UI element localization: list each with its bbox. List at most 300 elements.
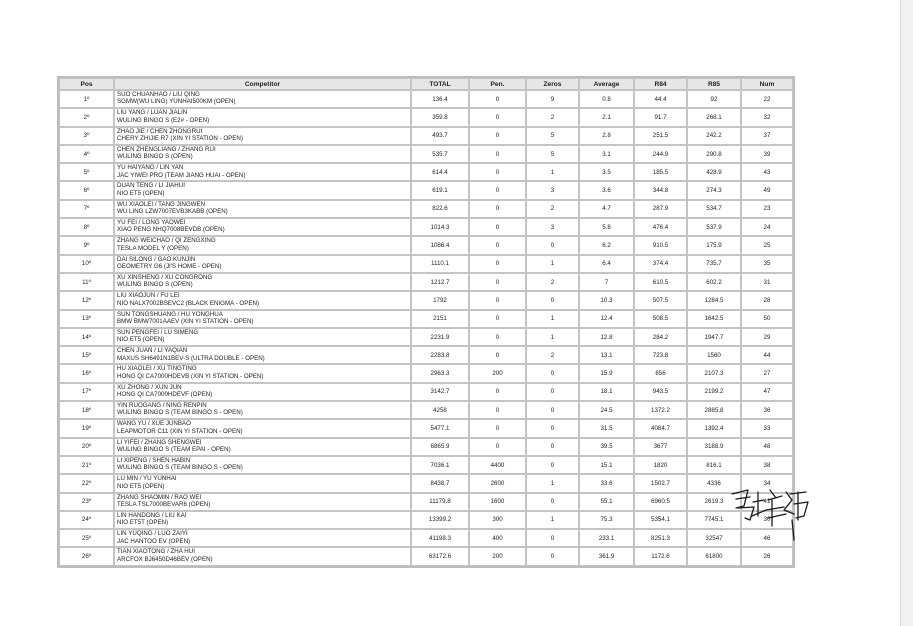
cell-pos: 19º	[59, 419, 114, 437]
cell-r84: 6960.5	[634, 493, 687, 511]
cell-zeros: 0	[526, 401, 579, 419]
competitor-car: WULING BINGO S (TEAM BINGO S - OPEN)	[117, 464, 243, 472]
cell-num: 41	[741, 493, 793, 511]
cell-pos: 16º	[59, 364, 114, 382]
cell-r84: 1820	[634, 456, 687, 474]
cell-r84: 374.4	[634, 255, 687, 273]
cell-num: 48	[741, 438, 793, 456]
cell-total: 8438.7	[411, 474, 469, 492]
cell-zeros: 1	[526, 511, 579, 529]
table-row	[59, 108, 793, 126]
table-row	[59, 310, 793, 328]
table-row	[59, 218, 793, 236]
table-row	[59, 273, 793, 291]
table-row	[59, 456, 793, 474]
competitor-names: LIU XIAOJUN / FU LEI	[117, 292, 180, 300]
cell-average: 361.9	[579, 547, 634, 565]
cell-average: 12.8	[579, 328, 634, 346]
cell-r84: 287.9	[634, 200, 687, 218]
cell-r85: 602.2	[687, 273, 741, 291]
competitor-car: JAC YIWEI PRO (TEAM JIANG HUAI - OPEN)	[117, 171, 246, 179]
competitor-car: GEOMETRY G6 (JI'S HOME - OPEN)	[117, 263, 222, 271]
competitor-names: HU XIAOLEI / XU TINGTING	[117, 365, 197, 373]
header-r84: R84	[634, 78, 687, 90]
cell-pen: 4400	[469, 456, 526, 474]
competitor-car: WULING BINGO S (E2# - OPEN)	[117, 116, 210, 124]
cell-total: 822.6	[411, 200, 469, 218]
cell-pos: 5º	[59, 163, 114, 181]
cell-competitor	[114, 291, 411, 309]
cell-average: 6.2	[579, 236, 634, 254]
cell-r84: 1502.7	[634, 474, 687, 492]
cell-r85: 1284.5	[687, 291, 741, 309]
cell-pen: 0	[469, 273, 526, 291]
cell-pos: 22º	[59, 474, 114, 492]
table-row	[59, 145, 793, 163]
cell-num: 33	[741, 419, 793, 437]
competitor-car: MAXUS SH6491N1BEV-S (ULTRA DOUBLE - OPEN)	[117, 354, 265, 362]
cell-average: 15.9	[579, 364, 634, 382]
cell-r85: 242.2	[687, 127, 741, 145]
cell-r84: 244.9	[634, 145, 687, 163]
cell-r85: 2199.2	[687, 383, 741, 401]
cell-average: 12.4	[579, 310, 634, 328]
cell-r84: 723.8	[634, 346, 687, 364]
cell-zeros: 2	[526, 108, 579, 126]
competitor-names: WANG YU / XUE JUNBAO	[117, 420, 191, 428]
cell-pen: 200	[469, 364, 526, 382]
competitor-names: WU XIAOLEI / TANG JINGWEN	[117, 200, 206, 208]
competitor-names: LIN HANDONG / LIU KAI	[117, 511, 187, 519]
cell-competitor	[114, 181, 411, 199]
results-body	[59, 90, 793, 566]
cell-num: 39	[741, 145, 793, 163]
cell-zeros: 0	[526, 493, 579, 511]
competitor-car: ARCFOX BJ6450D46BEV (OPEN)	[117, 555, 213, 563]
competitor-names: ZHAO JIE / CHEN ZHONGRUI	[117, 127, 203, 135]
cell-num: 47	[741, 383, 793, 401]
cell-r85: 4336	[687, 474, 741, 492]
cell-zeros: 1	[526, 328, 579, 346]
header-competitor: Competitor	[114, 78, 411, 90]
cell-total: 136.4	[411, 90, 469, 108]
cell-total: 4258	[411, 401, 469, 419]
cell-zeros: 1	[526, 255, 579, 273]
cell-average: 55.1	[579, 493, 634, 511]
cell-average: 4.7	[579, 200, 634, 218]
cell-r85: 274.3	[687, 181, 741, 199]
cell-pos: 24º	[59, 511, 114, 529]
cell-r84: 251.5	[634, 127, 687, 145]
cell-pen: 0	[469, 419, 526, 437]
cell-pen: 0	[469, 346, 526, 364]
cell-r85: 32547	[687, 529, 741, 547]
competitor-names: LI XIPENG / SHEN HABIN	[117, 456, 191, 464]
cell-pen: 0	[469, 401, 526, 419]
cell-zeros: 5	[526, 127, 579, 145]
table-row	[59, 438, 793, 456]
cell-pos: 14º	[59, 328, 114, 346]
cell-pen: 0	[469, 181, 526, 199]
cell-r84: 943.5	[634, 383, 687, 401]
cell-average: 0.8	[579, 90, 634, 108]
cell-pen: 0	[469, 255, 526, 273]
cell-competitor	[114, 328, 411, 346]
cell-num: 49	[741, 181, 793, 199]
competitor-names: XU XINSHENG / XU CONGRONG	[117, 273, 213, 281]
competitor-names: TIAN XIAOTONG / ZHA HUI	[117, 548, 195, 556]
cell-competitor	[114, 511, 411, 529]
competitor-names: LIU YANG / LUAN JIALIN	[117, 109, 188, 117]
cell-r84: 1172.6	[634, 547, 687, 565]
cell-pos: 20º	[59, 438, 114, 456]
table-row	[59, 346, 793, 364]
cell-average: 13.1	[579, 346, 634, 364]
cell-zeros: 0	[526, 364, 579, 382]
cell-r85: 61800	[687, 547, 741, 565]
cell-pos: 18º	[59, 401, 114, 419]
cell-pen: 1600	[469, 493, 526, 511]
cell-pen: 300	[469, 511, 526, 529]
cell-r84: 1372.2	[634, 401, 687, 419]
cell-total: 3142.7	[411, 383, 469, 401]
competitor-names: CHEN ZHENGLIANG / ZHANG RUI	[117, 145, 216, 153]
cell-num: 30	[741, 511, 793, 529]
cell-average: 233.1	[579, 529, 634, 547]
competitor-car: JAC HANTOO EV (OPEN)	[117, 537, 191, 545]
cell-r85: 1560	[687, 346, 741, 364]
cell-pos: 15º	[59, 346, 114, 364]
competitor-names: LI YIFEI / ZHANG SHENGWEI	[117, 438, 202, 446]
table-row	[59, 529, 793, 547]
cell-competitor	[114, 547, 411, 565]
cell-zeros: 1	[526, 163, 579, 181]
cell-num: 28	[741, 291, 793, 309]
cell-r85: 7745.1	[687, 511, 741, 529]
cell-r84: 284.2	[634, 328, 687, 346]
competitor-car: BMW BMW7001AAEV (XIN YI STATION - OPEN)	[117, 317, 254, 325]
cell-average: 5.8	[579, 218, 634, 236]
cell-r85: 1947.7	[687, 328, 741, 346]
cell-total: 63172.6	[411, 547, 469, 565]
cell-average: 6.4	[579, 255, 634, 273]
competitor-names: YIN RUOGANG / NING RENPIN	[117, 402, 207, 410]
cell-total: 2151	[411, 310, 469, 328]
cell-pos: 6º	[59, 181, 114, 199]
cell-total: 7036.1	[411, 456, 469, 474]
cell-r84: 476.4	[634, 218, 687, 236]
competitor-names: XU ZHONG / XUN JUN	[117, 383, 182, 391]
cell-r84: 8251.3	[634, 529, 687, 547]
table-row	[59, 163, 793, 181]
cell-competitor	[114, 419, 411, 437]
cell-competitor	[114, 273, 411, 291]
competitor-car: HONG QI CA7000HDEVB (XIN YI STATION - OPEN)	[117, 372, 264, 380]
competitor-names: ZHANG WEICHAO / QI ZENGXING	[117, 237, 216, 245]
cell-total: 11179.8	[411, 493, 469, 511]
cell-pen: 0	[469, 90, 526, 108]
cell-total: 1014.3	[411, 218, 469, 236]
cell-competitor	[114, 145, 411, 163]
cell-total: 13399.2	[411, 511, 469, 529]
header-row	[59, 78, 793, 90]
competitor-car: NIO NALX7002BSEVC2 (BLACK ENIGMA - OPEN)	[117, 299, 260, 307]
cell-zeros: 3	[526, 181, 579, 199]
cell-num: 29	[741, 328, 793, 346]
cell-pos: 2º	[59, 108, 114, 126]
cell-average: 33.6	[579, 474, 634, 492]
cell-zeros: 0	[526, 236, 579, 254]
cell-pos: 7º	[59, 200, 114, 218]
competitor-names: SUN PENGFEI / LU SIMENG	[117, 328, 199, 336]
cell-pos: 13º	[59, 310, 114, 328]
cell-total: 2963.3	[411, 364, 469, 382]
cell-zeros: 0	[526, 438, 579, 456]
cell-zeros: 1	[526, 310, 579, 328]
header-zeros: Zeros	[526, 78, 579, 90]
competitor-car: NIO ET5 (OPEN)	[117, 189, 165, 197]
cell-pos: 11º	[59, 273, 114, 291]
cell-r84: 185.5	[634, 163, 687, 181]
cell-r85: 2885.8	[687, 401, 741, 419]
cell-competitor	[114, 90, 411, 108]
cell-pos: 9º	[59, 236, 114, 254]
cell-num: 44	[741, 346, 793, 364]
table-row	[59, 127, 793, 145]
cell-pos: 25º	[59, 529, 114, 547]
competitor-names: CHEN JUAN / LI YAQIAN	[117, 347, 188, 355]
cell-zeros: 0	[526, 547, 579, 565]
cell-competitor	[114, 236, 411, 254]
cell-competitor	[114, 108, 411, 126]
competitor-car: NIO ET5 (OPEN)	[117, 482, 165, 490]
cell-num: 35	[741, 255, 793, 273]
cell-num: 27	[741, 364, 793, 382]
cell-total: 1212.7	[411, 273, 469, 291]
cell-pen: 0	[469, 108, 526, 126]
cell-num: 34	[741, 474, 793, 492]
table-row	[59, 511, 793, 529]
competitor-names: DAI SILONG / GAO KUNJIN	[117, 255, 196, 263]
cell-num: 43	[741, 163, 793, 181]
cell-total: 493.7	[411, 127, 469, 145]
cell-average: 2.1	[579, 108, 634, 126]
results-table	[57, 76, 795, 568]
cell-average: 31.5	[579, 419, 634, 437]
cell-r84: 656	[634, 364, 687, 382]
cell-pos: 21º	[59, 456, 114, 474]
cell-total: 619.1	[411, 181, 469, 199]
competitor-car: HONG QI CA7000HDEVF (OPEN)	[117, 391, 213, 399]
cell-competitor	[114, 255, 411, 273]
cell-r85: 2619.3	[687, 493, 741, 511]
competitor-names: LIN YUQING / LUO ZAIYI	[117, 530, 188, 538]
table-row	[59, 493, 793, 511]
competitor-car: LEAPMOTOR C11 (XIN YI STATION - OPEN)	[117, 427, 243, 435]
header-num: Num	[741, 78, 793, 90]
cell-zeros: 2	[526, 200, 579, 218]
cell-num: 25	[741, 236, 793, 254]
table-row	[59, 181, 793, 199]
cell-competitor	[114, 346, 411, 364]
cell-pen: 0	[469, 236, 526, 254]
cell-pen: 0	[469, 291, 526, 309]
cell-pen: 0	[469, 218, 526, 236]
cell-competitor	[114, 438, 411, 456]
table-row	[59, 200, 793, 218]
cell-r85: 2107.3	[687, 364, 741, 382]
competitor-car: WU LING LZW7007EVB3KABB (OPEN)	[117, 208, 228, 216]
cell-r84: 910.5	[634, 236, 687, 254]
cell-pen: 0	[469, 145, 526, 163]
cell-zeros: 2	[526, 346, 579, 364]
competitor-names: YU HAIYANG / LIN YAN	[117, 164, 184, 172]
cell-pos: 17º	[59, 383, 114, 401]
competitor-names: SUO CHUANHAO / LIU QING	[117, 91, 200, 98]
cell-competitor	[114, 401, 411, 419]
competitor-names: SUN TONGSHUANG / HU YONGHUA	[117, 310, 223, 318]
competitor-names: LU MIN / YU YUNHAI	[117, 475, 177, 483]
cell-average: 7	[579, 273, 634, 291]
cell-num: 38	[741, 456, 793, 474]
cell-competitor	[114, 493, 411, 511]
cell-pen: 400	[469, 529, 526, 547]
cell-pos: 3º	[59, 127, 114, 145]
cell-zeros: 0	[526, 291, 579, 309]
cell-pos: 4º	[59, 145, 114, 163]
cell-average: 2.8	[579, 127, 634, 145]
competitor-car: TESLA MODEL Y (OPEN)	[117, 244, 189, 252]
cell-average: 39.5	[579, 438, 634, 456]
cell-zeros: 2	[526, 273, 579, 291]
cell-total: 614.4	[411, 163, 469, 181]
competitor-names: DUAN TENG / LI JIAHUI	[117, 182, 185, 190]
table-row	[59, 547, 793, 565]
cell-r84: 508.5	[634, 310, 687, 328]
table-row	[59, 419, 793, 437]
cell-num: 32	[741, 108, 793, 126]
cell-pos: 1º	[59, 90, 114, 108]
competitor-car: TESLA TSL7000BEVAR6 (OPEN)	[117, 500, 211, 508]
cell-pen: 2600	[469, 474, 526, 492]
table-row	[59, 90, 793, 108]
cell-pen: 0	[469, 163, 526, 181]
cell-r85: 290.8	[687, 145, 741, 163]
table-row	[59, 255, 793, 273]
competitor-names: YU FEI / LONG YAOWEI	[117, 219, 186, 227]
cell-num: 37	[741, 127, 793, 145]
cell-total: 359.8	[411, 108, 469, 126]
cell-num: 31	[741, 273, 793, 291]
cell-total: 5477.1	[411, 419, 469, 437]
cell-total: 2283.8	[411, 346, 469, 364]
header-average: Average	[579, 78, 634, 90]
cell-average: 3.5	[579, 163, 634, 181]
competitor-car: CHERY ZHIJIE R7 (XIN YI STATION - OPEN)	[117, 135, 243, 142]
competitor-car: NIO ET5 (OPEN)	[117, 336, 165, 344]
cell-r84: 44.4	[634, 90, 687, 108]
competitor-car: WULING BINGO S (OPEN)	[117, 281, 193, 289]
cell-r84: 344.8	[634, 181, 687, 199]
cell-competitor	[114, 218, 411, 236]
cell-competitor	[114, 383, 411, 401]
competitor-car: SGMW(WU LING) YUNHAI500KM (OPEN)	[117, 98, 236, 106]
cell-r84: 4084.7	[634, 419, 687, 437]
cell-zeros: 9	[526, 90, 579, 108]
cell-r85: 735.7	[687, 255, 741, 273]
cell-r85: 268.1	[687, 108, 741, 126]
cell-total: 6865.9	[411, 438, 469, 456]
table-row	[59, 364, 793, 382]
cell-r85: 1642.5	[687, 310, 741, 328]
cell-r85: 534.7	[687, 200, 741, 218]
header-total: TOTAL	[411, 78, 469, 90]
cell-total: 1792	[411, 291, 469, 309]
cell-r85: 3188.9	[687, 438, 741, 456]
cell-num: 24	[741, 218, 793, 236]
cell-r85: 175.9	[687, 236, 741, 254]
cell-zeros: 0	[526, 456, 579, 474]
cell-num: 50	[741, 310, 793, 328]
cell-average: 3.6	[579, 181, 634, 199]
cell-pen: 0	[469, 383, 526, 401]
cell-average: 10.3	[579, 291, 634, 309]
competitor-car: WULING BINGO S (TEAM EPAI - OPEN)	[117, 446, 231, 454]
handwritten-signature	[728, 480, 810, 542]
cell-r84: 610.5	[634, 273, 687, 291]
header-pen: Pen.	[469, 78, 526, 90]
cell-num: 26	[741, 547, 793, 565]
table-row	[59, 383, 793, 401]
cell-competitor	[114, 310, 411, 328]
competitor-car: WULING BINGO S (TEAM BINGO S - OPEN)	[117, 409, 243, 417]
cell-zeros: 3	[526, 218, 579, 236]
cell-pen: 0	[469, 438, 526, 456]
cell-competitor	[114, 529, 411, 547]
cell-average: 24.5	[579, 401, 634, 419]
cell-r85: 428.9	[687, 163, 741, 181]
table-row	[59, 291, 793, 309]
competitor-car: XIAO PENG NHQ7008BEVDB (OPEN)	[117, 226, 225, 234]
cell-total: 2231.9	[411, 328, 469, 346]
cell-num: 36	[741, 401, 793, 419]
cell-competitor	[114, 474, 411, 492]
table-row	[59, 236, 793, 254]
cell-r85: 92	[687, 90, 741, 108]
cell-competitor	[114, 127, 411, 145]
competitor-names: ZHANG SHAOMIN / RAO WEI	[117, 493, 202, 501]
cell-zeros: 0	[526, 419, 579, 437]
cell-pos: 23º	[59, 493, 114, 511]
cell-pos: 26º	[59, 547, 114, 565]
table-row	[59, 328, 793, 346]
cell-num: 23	[741, 200, 793, 218]
cell-pen: 0	[469, 127, 526, 145]
header-pos: Pos	[59, 78, 114, 90]
cell-competitor	[114, 200, 411, 218]
page-edge	[900, 0, 913, 626]
cell-competitor	[114, 364, 411, 382]
cell-r85: 537.9	[687, 218, 741, 236]
header-r85: R85	[687, 78, 741, 90]
cell-total: 1086.4	[411, 236, 469, 254]
cell-r84: 3677	[634, 438, 687, 456]
cell-average: 15.1	[579, 456, 634, 474]
cell-average: 3.1	[579, 145, 634, 163]
cell-r84: 507.5	[634, 291, 687, 309]
cell-num: 46	[741, 529, 793, 547]
cell-r85: 816.1	[687, 456, 741, 474]
